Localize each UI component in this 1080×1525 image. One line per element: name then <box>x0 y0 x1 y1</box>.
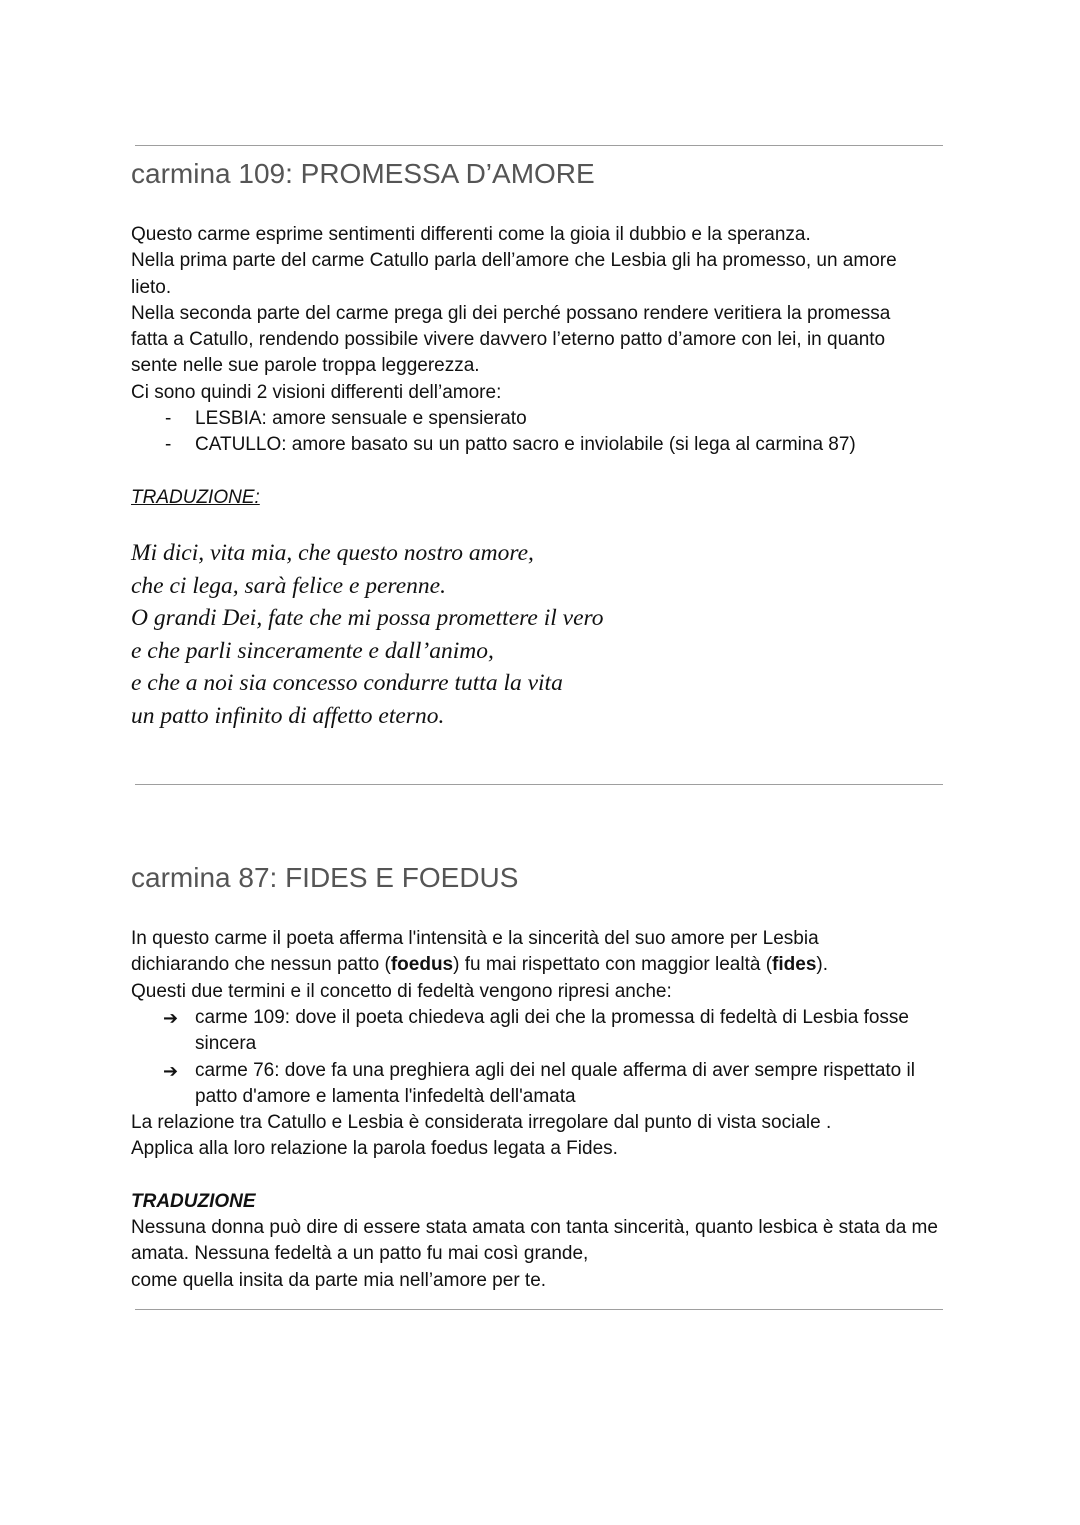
section-2-after <box>131 1110 951 1163</box>
poem-line: Mi dici, vita mia, che questo nostro amore, <box>131 540 534 566</box>
arrow-right-icon: ➔ <box>163 1060 179 1081</box>
section-1-paragraph: Questo carme esprime sentimenti differenti come la gioia il dubbio e la speranza. <box>131 224 811 245</box>
term-foedus: foedus <box>390 954 454 976</box>
section-2-arrow-list <box>131 1005 961 1110</box>
section-1-paragraph: Nella prima parte del carme Catullo parla dell’amore che Lesbia gli ha promesso, un amore lieto. <box>131 250 897 298</box>
section-1-title: carmina 109: PROMESSA D’AMORE <box>131 158 595 189</box>
divider-top <box>135 145 943 146</box>
list-item <box>131 1005 961 1058</box>
section-2-paragraph <box>131 952 951 978</box>
section-1-paragraph: Nella seconda parte del carme prega gli dei perché possano rendere veritiera la promessa fatta a Catullo, rendendo possibile vivere davvero l’eterno patto d’amore con lei, in quanto sente nelle sue parole troppa leggerezza. <box>131 302 891 377</box>
text-span: ). <box>816 954 829 976</box>
arrow-item-text: carme 76: dove fa una preghiera agli dei nel quale afferma di aver sempre rispettato il patto d'amore e lamenta l'infedeltà dell'amata <box>195 1059 915 1107</box>
translation-text: Nessuna donna può dire di essere stata amata con tanta sincerità, quanto lesbica è stata da me amata. Nessuna fedeltà a un patto fu mai così grande, <box>131 1217 938 1265</box>
bullet-text: LESBIA: amore sensuale e spensierato <box>195 408 527 429</box>
translation-text: come quella insita da parte mia nell’amore per te. <box>131 1269 547 1291</box>
poem-line: e che a noi sia concesso condurre tutta la vita <box>131 670 563 696</box>
term-fides: fides <box>772 954 817 976</box>
dash-marker: - <box>165 434 172 456</box>
poem-line: un patto infinito di affetto eterno. <box>131 702 445 729</box>
divider-bottom <box>135 1309 943 1310</box>
section-2-paragraph: La relazione tra Catullo e Lesbia è considerata irregolare dal punto di vista sociale . <box>131 1112 832 1133</box>
list-item <box>131 1058 961 1111</box>
section-1-paragraph: Ci sono quindi 2 visioni differenti dell’amore: <box>131 381 502 403</box>
poem-line: che ci lega, sarà felice e perenne. <box>131 572 446 599</box>
section-1-translation-label: TRADUZIONE: <box>131 487 260 508</box>
dash-marker: - <box>165 408 172 429</box>
divider-middle <box>135 784 943 785</box>
section-2-translation <box>131 1215 951 1294</box>
poem-line: O grandi Dei, fate che mi possa promettere il vero <box>131 605 604 631</box>
section-2-body <box>131 926 951 1005</box>
section-2-paragraph: Questi due termini e il concetto di fedeltà vengono ripresi anche: <box>131 980 672 1002</box>
arrow-right-icon: ➔ <box>163 1008 179 1028</box>
section-1-body <box>131 222 951 406</box>
section-2-translation-label: TRADUZIONE <box>131 1191 256 1212</box>
text-span: dichiarando che nessun patto ( <box>131 954 391 976</box>
text-span: ) fu mai rispettato con maggior lealtà ( <box>453 954 773 976</box>
section-2-paragraph: In questo carme il poeta afferma l'intensità e la sincerità del suo amore per Lesbia <box>131 928 819 949</box>
list-item <box>131 432 951 458</box>
poem-line: e che parli sinceramente e dall’animo, <box>131 637 494 664</box>
list-item <box>131 406 951 432</box>
arrow-item-text: carme 109: dove il poeta chiedeva agli dei che la promessa di fedeltà di Lesbia fosse sincera <box>195 1007 909 1055</box>
section-1-bullet-list <box>131 406 951 459</box>
section-2-title: carmina 87: FIDES E FOEDUS <box>131 862 519 893</box>
section-2-paragraph: Applica alla loro relazione la parola foedus legata a Fides. <box>131 1138 618 1160</box>
section-1-poem <box>131 537 831 732</box>
bullet-text: CATULLO: amore basato su un patto sacro e inviolabile (si lega al carmina 87) <box>195 434 856 456</box>
